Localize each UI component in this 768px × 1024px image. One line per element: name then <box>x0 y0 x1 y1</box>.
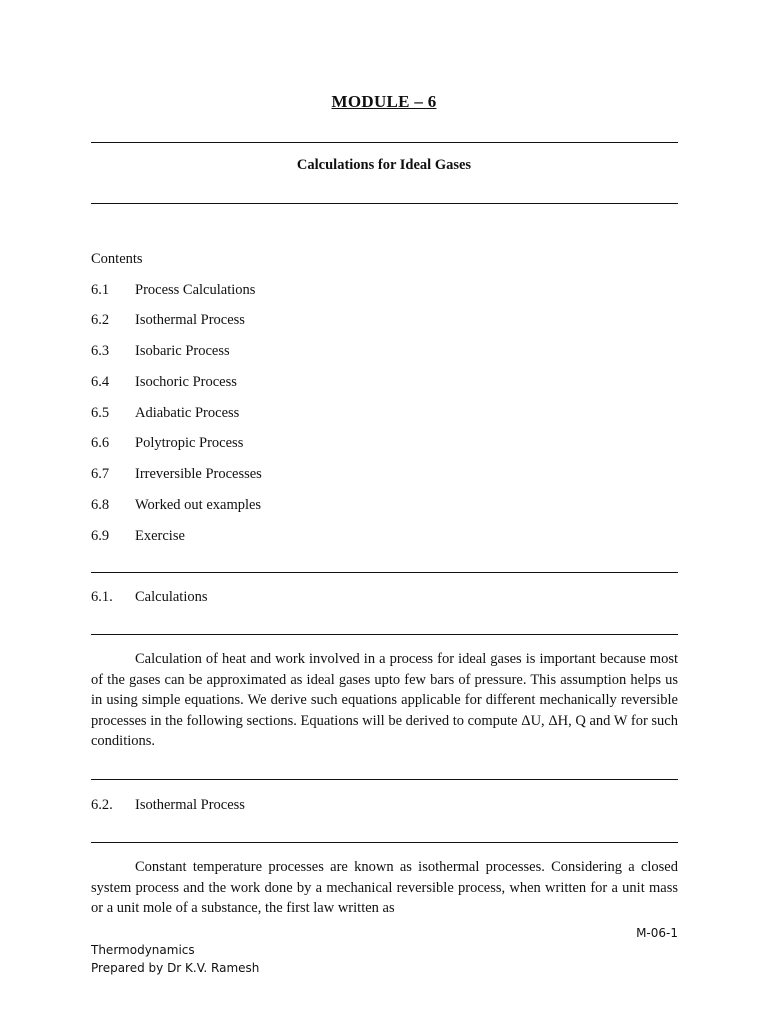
page-number: M-06-1 <box>636 926 678 940</box>
toc-item <box>0 433 768 453</box>
section-title: Calculations <box>135 589 208 605</box>
toc-number: 6.2 <box>91 312 110 328</box>
footer <box>91 942 259 977</box>
section-number: 6.1. <box>91 589 113 605</box>
toc-number: 6.1 <box>91 282 110 298</box>
toc-label: Isochoric Process <box>135 374 237 390</box>
divider <box>91 203 678 204</box>
module-title: MODULE – 6 <box>331 92 437 111</box>
toc-label: Polytropic Process <box>135 435 244 451</box>
toc-item <box>0 372 768 392</box>
toc-label: Isothermal Process <box>135 312 245 328</box>
toc-item <box>0 403 768 423</box>
toc-label: Adiabatic Process <box>135 405 240 421</box>
toc-number: 6.7 <box>91 466 110 482</box>
toc-number: 6.4 <box>91 374 110 390</box>
divider <box>91 572 678 573</box>
toc-label: Exercise <box>135 528 185 544</box>
footer-course: Thermodynamics <box>91 943 195 957</box>
toc-number: 6.5 <box>91 405 110 421</box>
toc-label: Irreversible Processes <box>135 466 262 482</box>
toc-item <box>0 464 768 484</box>
section-body: Constant temperature processes are known as isothermal processes. Considering a closed system process and the work done by a mechanical reversible process, when written for a unit mass or a unit mole of a substance, the first law written as <box>91 859 678 916</box>
divider <box>91 779 678 780</box>
toc-number: 6.9 <box>91 528 110 544</box>
contents-heading: Contents <box>91 251 143 267</box>
toc-label: Isobaric Process <box>135 343 230 359</box>
section-body: Calculation of heat and work involved in a process for ideal gases is important because most of the gases can be approximated as ideal gases upto few bars of pressure. This assumption helps us in using simple equations. We derive such equations applicable for different mechanically reversible processes in the following sections. Equations will be derived to compute ΔU, ΔH, Q and W for such conditions. <box>91 651 678 749</box>
toc-label: Worked out examples <box>135 497 262 513</box>
footer-author: Prepared by Dr K.V. Ramesh <box>91 960 260 975</box>
section-number: 6.2. <box>91 797 113 813</box>
divider <box>91 142 678 143</box>
toc-item <box>0 526 768 546</box>
document-subtitle: Calculations for Ideal Gases <box>296 157 472 173</box>
section-title: Isothermal Process <box>135 797 245 813</box>
toc-number: 6.8 <box>91 497 110 513</box>
toc-number: 6.6 <box>91 435 110 451</box>
divider <box>91 842 678 843</box>
toc-item <box>0 341 768 361</box>
toc-item <box>0 310 768 330</box>
toc-label: Process Calculations <box>135 282 256 298</box>
section-heading <box>0 587 768 607</box>
toc-item <box>0 280 768 300</box>
section-heading <box>0 795 768 815</box>
toc-number: 6.3 <box>91 343 110 359</box>
toc-item <box>0 495 768 515</box>
divider <box>91 634 678 635</box>
